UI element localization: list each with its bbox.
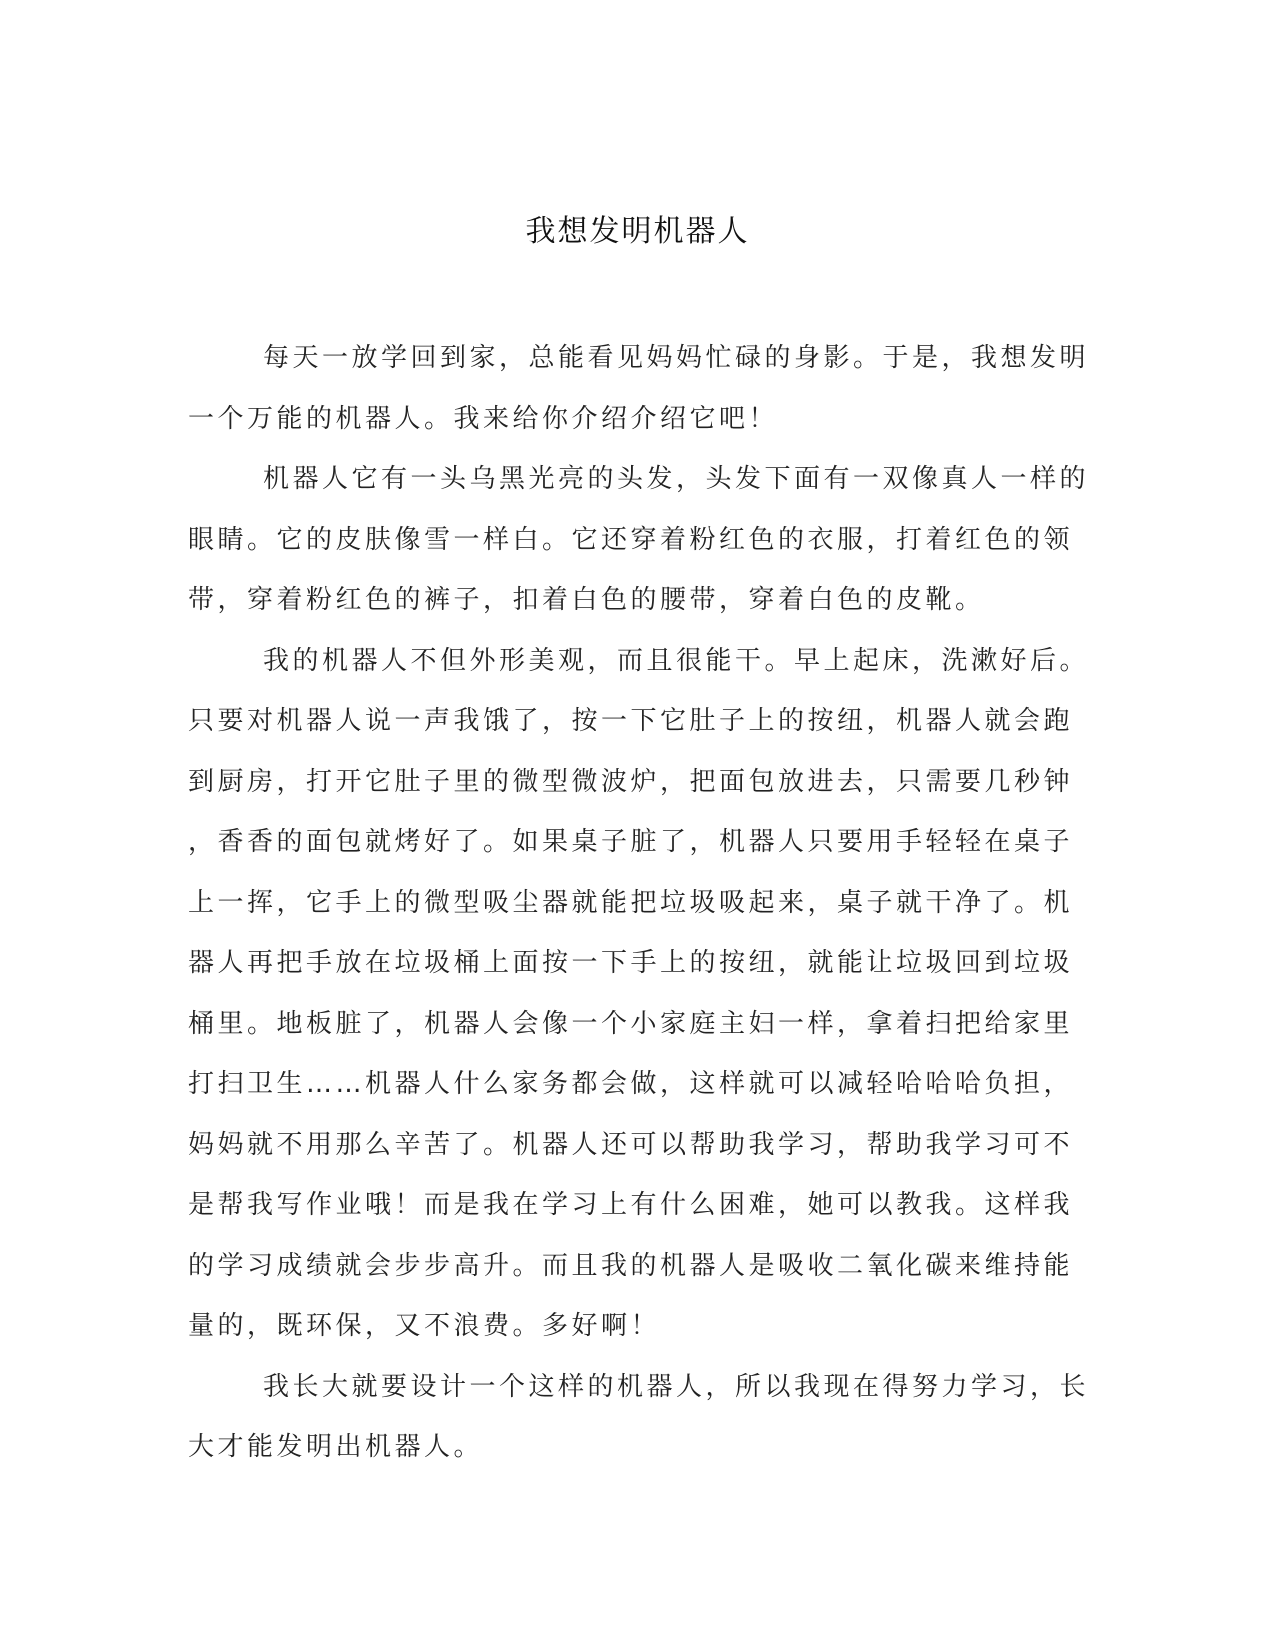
text-line: 带，穿着粉红色的裤子，扣着白色的腰带，穿着白色的皮靴。 [188,585,985,615]
text-line: 我长大就要设计一个这样的机器人，所以我现在得努力学习，长 [263,1371,1090,1402]
text-line: ，香香的面包就烤好了。如果桌子脏了，机器人只要用手轻轻在桌子 [188,827,1074,857]
text-line: 大才能发明出机器人。 [188,1432,484,1462]
text-line: 眼睛。它的皮肤像雪一样白。它还穿着粉红色的衣服，打着红色的领 [188,524,1074,555]
text-line: 器人再把手放在垃圾桶上面按一下手上的按纽，就能让垃圾回到垃圾 [188,948,1074,978]
text-line: 一个万能的机器人。我来给你介绍介绍它吧！ [188,403,779,434]
text-line: 我的机器人不但外形美观，而且很能干。早上起床，洗漱好后。 [263,645,1090,676]
paragraph [188,631,1090,1357]
text-line: 每天一放学回到家，总能看见妈妈忙碌的身影。于是，我想发明 [263,343,1090,373]
text-line: 打扫卫生……机器人什么家务都会做，这样就可以减轻哈哈哈负担， [188,1069,1074,1099]
text-line: 是帮我写作业哦！而是我在学习上有什么困难，她可以教我。这样我 [188,1190,1074,1220]
text-line: 量的，既环保，又不浪费。多好啊！ [188,1311,661,1341]
text-line: 上一挥，它手上的微型吸尘器就能把垃圾吸起来，桌子就干净了。机 [188,887,1074,918]
text-line: 妈妈就不用那么辛苦了。机器人还可以帮助我学习，帮助我学习可不 [188,1129,1074,1160]
text-line: 机器人它有一头乌黑光亮的头发，头发下面有一双像真人一样的 [263,464,1090,494]
text-line: 桶里。地板脏了，机器人会像一个小家庭主妇一样，拿着扫把给家里 [188,1008,1074,1039]
text-line: 到厨房，打开它肚子里的微型微波炉，把面包放进去，只需要几秒钟 [188,766,1074,797]
paragraph [188,328,1090,449]
text-line: 的学习成绩就会步步高升。而且我的机器人是吸收二氧化碳来维持能 [188,1250,1074,1281]
paragraph [188,1357,1090,1478]
document-body [188,328,1090,1478]
paragraph [188,449,1090,631]
document-title: 我想发明机器人 [525,214,750,249]
text-line: 只要对机器人说一声我饿了，按一下它肚子上的按纽，机器人就会跑 [188,706,1074,736]
